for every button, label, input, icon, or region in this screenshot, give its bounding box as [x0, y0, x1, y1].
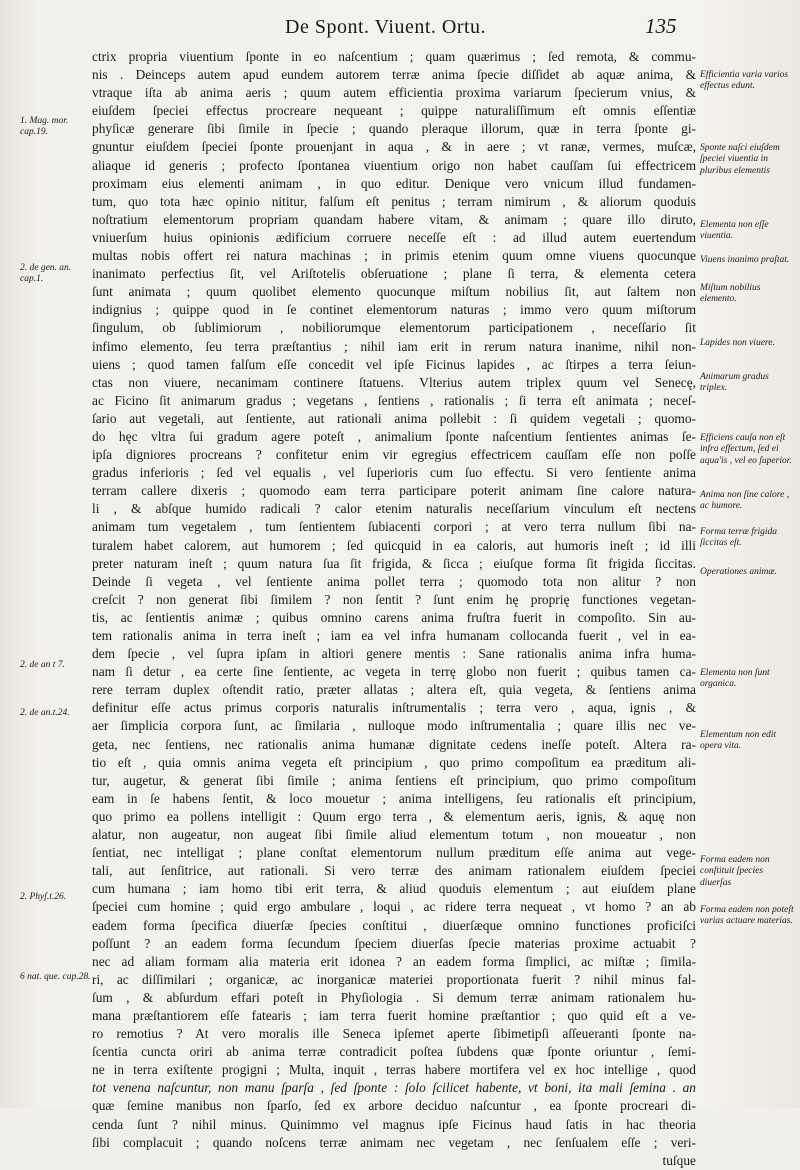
text-line: ipſa digniores procreans ? confitetur enim vir egregius effectricem cauſſam eſſe non poſſe	[92, 447, 696, 463]
page-header	[0, 14, 800, 44]
text-line: ctas non viuere, necanimam continere ſtatuens. Vlterius autem triplex quum vel Senecę,	[92, 374, 696, 390]
text-line: tis, ac ſentientis animæ ; quibus omnino carens anima fruſtra fuerit in compoſito. Sin au-	[92, 609, 696, 625]
text-line: ſentiat, nec intelligat ; plane conſtat elementorum nullum præditum eſſe anima aut vege-	[92, 845, 696, 861]
text-line: dem ſpecie , vel ſupra ipſam in altiori genere mentis : Sane rationalis anima infra huma-	[92, 646, 696, 662]
text-line: tem rationalis anima in terra ineſt ; iam ea vel infra humanam collocanda fuerit , vel in ea-	[92, 628, 696, 643]
text-line: eiuſdem ſpeciei effectus procreare nequeant ; quippe naturaliſſimum eſt omnis eſſentiæ	[92, 103, 696, 119]
text-line: nis . Deinceps autem apud eundem autorem terræ anima ſpecie diſſidet ab aquæ anima, &	[92, 67, 696, 83]
left-margin-note: 2. de an t 7.	[20, 660, 65, 670]
text-line: terram callere dixeris ; quomodo eam terra participare poterit animam ſine calore natura-	[92, 483, 696, 499]
right-margin-note: Elementum non edit opera vita.	[700, 730, 776, 752]
text-line: mana præſtantiorem eſſe fatearis ; iam terra fuerit homine præſtantior ; quo quid eſt a ve-	[92, 1007, 696, 1023]
text-line: ſario aut vegetali, aut ſentiente, aut rationali anima pollebit : ſi quidem vegetali ; quomo-	[92, 410, 696, 426]
text-line: tali, aut ſenſitrice, aut rationali. Si vero terræ des animam rationalem eiuſdem ſpeciei	[92, 863, 696, 879]
right-margin-note: Elementa non ſunt organica.	[700, 668, 770, 690]
left-margin-note: 2. de gen. an. cap.1.	[20, 263, 72, 284]
right-margin-note: Elementa non eſſe viuentia.	[700, 220, 769, 242]
text-line: ro remotius ? At vero moralis ille Seneca ipſemet aperte ſibimetipſi aſſeueranti ſponte na-	[92, 1026, 696, 1042]
text-line: turalem habet calorem, aut humorem ; ſed quicquid in ea caloris, aut humoris ineſt ; id illi	[92, 537, 696, 553]
catchword: tuſque	[662, 1152, 696, 1168]
right-margin-note: Efficiens cauſa non eſt infra effectum, ſed ei aqua'is , vel eo ſuperior.	[700, 433, 792, 466]
text-line: li , & abſque humido radicali ? calor etenim naturalis neceſſarium vinculum eſt nectens	[92, 501, 696, 517]
left-margin-note: 6 nat. que. cap.28.	[20, 972, 91, 982]
text-line: poſſunt ? an eadem forma ſecundum ſpeciem diuerſas ſpecie materias proxime actuabit ?	[92, 935, 696, 951]
text-line: alatur, non augeatur, non augeat ſibi ſimile aliud elementum totum , non moueatur , non	[92, 827, 696, 843]
text-line: aer ſimplicia corpora ſunt, ac ſimilaria , nulloque modo inſtrumentalia ; quare illis nec ve-	[92, 718, 696, 734]
text-line: tur, augetur, & generat ſibi ſimile ; anima ſentiens eſt principium, quo primo compoſitum	[92, 772, 696, 788]
text-line: inanimato perfectius ſit, vel Ariſtotelis obſeruatione ; plane ſi terra, & elementa cetera	[92, 266, 696, 282]
text-line: vtraque iſta ab anima aeris ; quum autem efficientia proxima variarum ſpecierum vnius, &	[92, 85, 696, 101]
left-margin-note: 1. Mag. mor. cap.19.	[20, 116, 69, 137]
text-line: eadem forma ſpecifica diuerſæ ſpecies conſtitui , diuerſæque omnino functiones proficiſci	[92, 917, 696, 933]
text-line: ri, ac diſſimilari ; organicæ, ac inorganicæ materiei proportionata fuerit ? nihil minus fal-	[92, 971, 696, 987]
text-line: gnuntur eiuſdem ſpeciei ſponte prouenjant in aqua , & in aere ; vt ranæ, vermes, muſcæ,	[92, 139, 696, 155]
text-line: definitur eſſe actus primus corporis naturalis inſtrumentalis ; terra vero , aqua, ignis , &	[92, 700, 696, 716]
right-margin-note: Viuens inanimo praſtat.	[700, 255, 790, 265]
text-line: tot venena naſcuntur, non manu ſparſa , ſed ſponte : ſolo ſcilicet habente, vt boni, ita mali ſemina . an	[92, 1080, 696, 1096]
text-line: phyſicæ generare ſibi ſimile in ſpecie ; quando pleraque illorum, quæ in terra ſponte gi-	[92, 121, 696, 137]
left-margin-note: 2. Phyſ.t.26.	[20, 892, 67, 902]
right-margin-note: Animarum gradus triplex.	[700, 372, 769, 394]
text-line: ſpeciei cum homine ; quid ergo ambulare , loqui , ac ridere terra nequeat , vt homo ? an ab	[92, 899, 696, 915]
text-line: cenda ſunt ? nihil minus. Quinimmo vel magnus ipſe Ficinus haud ſatis in hac theoria	[92, 1116, 696, 1132]
text-line: aliaque id generis ; profecto ſpontanea viuentium origo non habet cauſſam ſui effectricem	[92, 157, 696, 173]
text-line: ac Ficino ſit animarum gradus ; vegetans , ſentiens , rationalis ; ſi terra eſt animata ; neceſ-	[92, 392, 696, 408]
text-line: cum humana ; iam homo tibi erit terra, & aliud quoduis elementum ; aut eiuſdem plane	[92, 881, 696, 897]
text-line: rere terram duplex oſtendit ratio, præter allatas ; altera eſt, quia vegeta, & ſentiens anima	[92, 682, 696, 698]
right-margin-note: Forma terræ frigida ſiccitas eſt.	[700, 527, 778, 549]
right-margin-note: Sponte naſci eiuſdem ſpeciei viuentia in pluribus elementis	[700, 143, 780, 176]
text-line: nam ſi detur , ea certe ſine ſentiente, ac vegeta in terrę globo non fuerit ; quibus tamen ca-	[92, 664, 696, 680]
text-line: gradus inferioris ; ſed vel equalis , vel ſuperioris cum ſuo effectu. Si vero ſentiente anima	[92, 465, 696, 481]
text-line: multas nobis offert rei natura machinas ; in primis etenim quum omne viuens quocunque	[92, 248, 696, 264]
text-line: ſunt animata ; quum quolibet elemento quocunque miſtum nobilius ſit, aut ſaltem non	[92, 284, 696, 300]
running-head: De Spont. Viuent. Ortu.	[285, 16, 487, 38]
text-line: eam in ſe habens ſentit, & loco mouetur ; anima intelligens, ſeu rationalis eſt principium,	[92, 790, 696, 806]
page-number: 135	[645, 14, 677, 38]
text-line: creſcit ? non generat ſibi ſimilem ? non ſentit ? ſunt enim hę proprię functiones vegetan-	[92, 591, 696, 607]
text-line: ſingulum, ob ſublimiorum , nobiliorumque elementorum participationem , neceſſario ſit	[92, 320, 696, 336]
text-line: geta, nec ſentiens, nec rationalis anima humanæ dignitate cedens ineſſe poteſt. Altera ra-	[92, 736, 696, 752]
text-line: uiens ; quod tamen falſum eſſe concedit vel ipſe Ficinus lapides , ac ſtirpes a terra ſeiun-	[92, 356, 696, 372]
right-margin-note: Miſtum nobilius elemento.	[700, 283, 761, 305]
text-line: preter naturam ineſt ; quum natura ſua ſit frigida, & ſicca ; eiuſque forma ſit frigida ſiccitas.	[92, 555, 696, 571]
text-line: proximam eius elementi animam , in quo editur. Denique vero vnicum illud fundamen-	[92, 175, 696, 191]
text-line: do hęc vltra ſui gradum agere poteſt , animalium ſponte naſcentium ſentientes animas ſe-	[92, 428, 696, 444]
text-line: ſibi complacuit ; quando noſcens terræ animam nec vegetam , nec ſenſualem eſſe ; veri-	[92, 1134, 696, 1150]
text-line: ne in terra exiſtente progigni ; Multa, inquit , terras habere mortifera vel ex hoc intellige , quod	[92, 1062, 696, 1078]
text-line: animam tum vegetalem , tum ſentientem ſubiacenti corpori ; at vero terra nullum ſibi na-	[92, 519, 696, 535]
text-line: tum, quo tota hæc opinio nititur, falſum eſt penitus ; terram nimirum , & aliorum quoduis	[92, 193, 696, 209]
right-margin-note: Forma eadem non poteſt varias actuare materias.	[700, 905, 794, 927]
text-line: noſtratium elementorum propriam quandam habere vitam, & animam ; quare illo diruto,	[92, 211, 696, 227]
right-margin-note: Forma eadem non conſtituit ſpecies diuerſas	[700, 855, 770, 888]
text-line: indignius ; quippe quod in ſe continet elementorum naturas ; immo vero quum miſtorum	[92, 302, 696, 318]
text-line: Deinde ſi vegeta , vel ſentiente anima pollet terra ; quomodo tota non alitur ? non	[92, 573, 696, 589]
right-margin-note: Anima non ſine calore , ac humore.	[700, 490, 790, 512]
text-line: ſcentia cuncta oriri ab anima terræ contradicit poſtea ſubdens quæ ſponte oriuntur , ſemi-	[92, 1044, 696, 1060]
right-margin-note: Efficientia varia varios effectus edunt.	[700, 70, 789, 92]
text-line: ſum , & abſurdum effari poteſt in Phyſiologia . Si demum terræ animam rationalem hu-	[92, 989, 696, 1005]
right-margin-note: Operationes animæ.	[700, 567, 778, 577]
text-line: infimo elemento, ſeu terra præſtantius ; nihil iam erit in rerum natura inanime, nihil non-	[92, 338, 696, 354]
left-margin-note: 2. de an.t.24.	[20, 708, 70, 718]
body-text	[92, 48, 696, 1170]
text-line: quo primo ea pollens intelligit : Quum ergo terra , & elementum aeris, ignis, & aquę non	[92, 808, 696, 824]
text-line: quæ ſemine manibus non ſparſo, ſed ex arbore deciduo naſcuntur , ea ſponte procreari di-	[92, 1098, 696, 1114]
text-line: vniuerſum huius opinionis ædificium corruere neceſſe eſt : ad illud autem euertendum	[92, 229, 696, 245]
right-margin-note: Lapides non viuere.	[700, 338, 775, 348]
text-line: tio eſt , quia omnis anima vegeta eſt principium , quo primo compoſitum ea præditum ali-	[92, 754, 696, 770]
text-line: nec ad aliam formam alia materia erit idonea ? an eadem forma ſimplici, ac miſtæ ; ſimila-	[92, 953, 696, 969]
text-line: ctrix propria viuentium ſponte in eo naſcentium ; quam quærimus ; ſed remota, & commu-	[92, 49, 696, 64]
